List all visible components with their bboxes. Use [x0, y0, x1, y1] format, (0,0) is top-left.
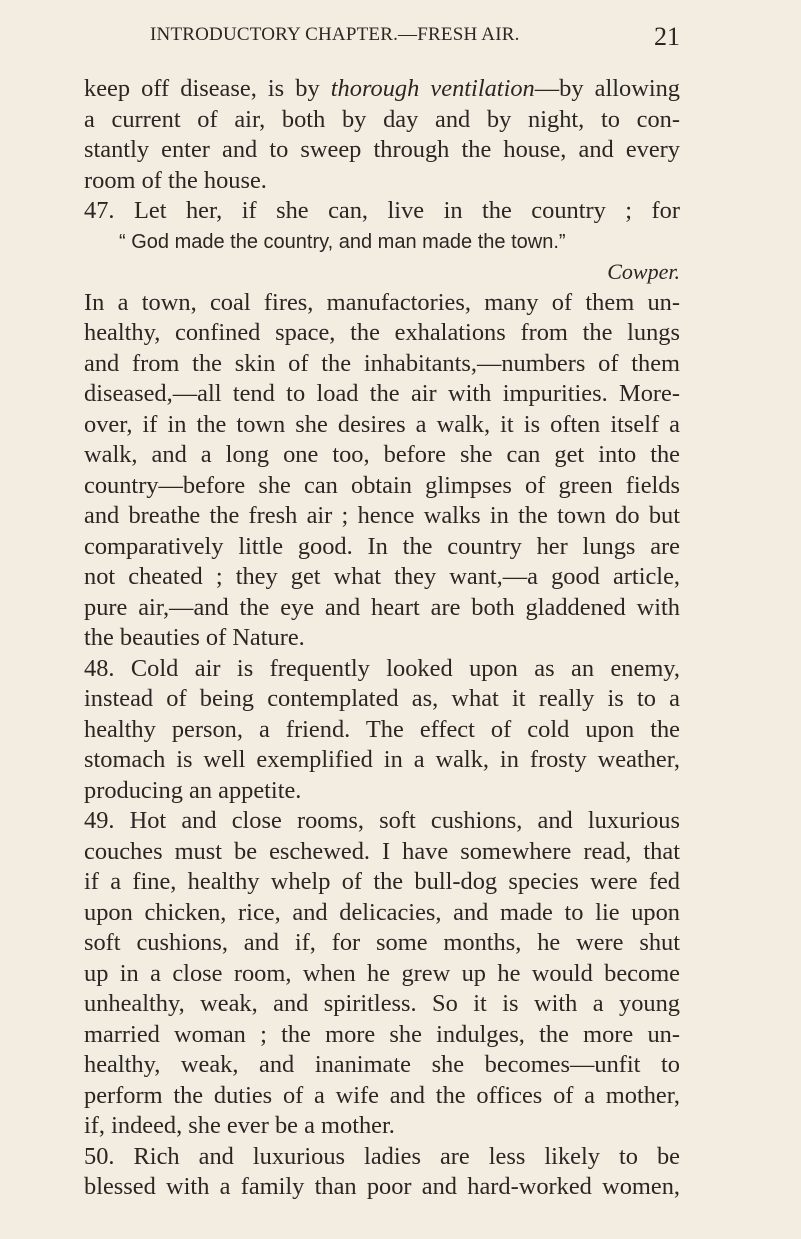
text-line: pure air,—and the eye and heart are both gladdened with — [84, 593, 680, 621]
emphasis: thorough ventilation — [330, 75, 535, 102]
quotation-attribution: Cowper. — [607, 259, 680, 284]
text-line: comparatively little good. In the country her lungs are — [84, 532, 680, 560]
text-line: walk, and a long one too, before she can get into the — [84, 441, 680, 468]
text-line: if a fine, healthy whelp of the bull-dog species were fed — [84, 868, 680, 895]
text-line: if, indeed, she ever be a mother. — [84, 1112, 395, 1139]
text-line: healthy, confined space, the exhalations from the lungs — [84, 319, 680, 346]
text-line: upon chicken, rice, and delicacies, and made to lie upon — [84, 898, 680, 926]
paragraph-47-first-line: 47. Let her, if she can, live in the country ; for — [84, 197, 680, 224]
running-header — [150, 22, 680, 50]
text-line: a current of air, both by day and by night, to con- — [84, 105, 680, 133]
text-line: and breathe the fresh air ; hence walks in the town do but — [84, 502, 680, 529]
paragraph-50-first-line: 50. Rich and luxurious ladies are less likely to be — [84, 1142, 680, 1170]
quotation: “ God made the country, and man made the town.” — [119, 230, 566, 253]
text-line: country—before she can obtain glimpses of green fields — [84, 471, 680, 499]
text-line: producing an appetite. — [84, 776, 302, 804]
text-line: keep off disease, is by thorough ventilation—by allowing — [84, 75, 680, 102]
text-line: the beauties of Nature. — [84, 624, 305, 651]
text-line: healthy, weak, and inanimate she becomes—unfit to — [84, 1051, 680, 1078]
running-head-title: INTRODUCTORY CHAPTER.—FRESH AIR. — [150, 24, 520, 45]
text-line: In a town, coal fires, manufactories, many of them un- — [84, 288, 680, 316]
text-line: not cheated ; they get what they want,—a good article, — [84, 563, 680, 590]
text-line: and from the skin of the inhabitants,—numbers of them — [84, 349, 680, 377]
text-line: couches must be eschewed. I have somewhere read, that — [84, 837, 680, 865]
body-text — [84, 74, 680, 1203]
text-line: healthy person, a friend. The effect of cold upon the — [84, 715, 680, 743]
text-line: stantly enter and to sweep through the house, and every — [84, 136, 680, 163]
text-line: over, if in the town she desires a walk, it is often itself a — [84, 410, 680, 438]
text-line: blessed with a family than poor and hard-worked women, — [84, 1173, 680, 1200]
page-number: 21 — [654, 22, 680, 51]
text-line: room of the house. — [84, 166, 267, 194]
text-line: perform the duties of a wife and the offices of a mother, — [84, 1081, 680, 1109]
text-line: up in a close room, when he grew up he would become — [84, 959, 680, 987]
text-line: soft cushions, and if, for some months, he were shut — [84, 929, 680, 956]
paragraph-49-first-line: 49. Hot and close rooms, soft cushions, and luxurious — [84, 807, 680, 834]
text-line: instead of being contemplated as, what it really is to a — [84, 685, 680, 712]
text-line: married woman ; the more she indulges, the more un- — [84, 1020, 680, 1048]
text-line: diseased,—all tend to load the air with impurities. More- — [84, 380, 680, 407]
text-line: unhealthy, weak, and spiritless. So it is with a young — [84, 990, 680, 1017]
paragraph-48-first-line: 48. Cold air is frequently looked upon as an enemy, — [84, 654, 680, 682]
text-line: stomach is well exemplified in a walk, in frosty weather, — [84, 746, 680, 773]
